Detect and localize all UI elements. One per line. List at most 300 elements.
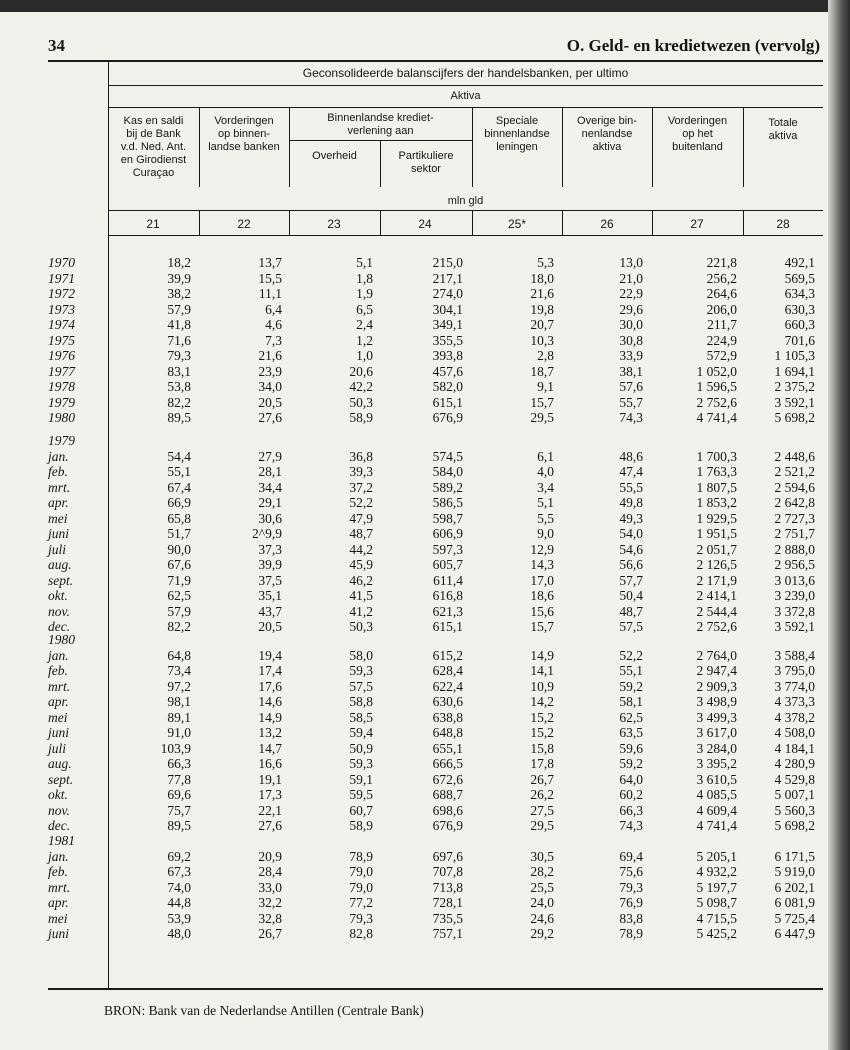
table-cell: 676,9 [432, 410, 463, 425]
table-cell: 605,7 [432, 557, 463, 572]
value-column-23 [349, 449, 373, 635]
table-cell: 5 007,1 [774, 787, 815, 802]
table-cell: 19,8 [530, 301, 554, 317]
value-column-22 [258, 255, 282, 426]
table-cell: 2 752,6 [696, 619, 737, 634]
table-cell: 59,2 [619, 678, 643, 694]
table-cell: 2 126,5 [696, 557, 737, 572]
table-cell: 224,9 [706, 332, 737, 348]
table-cell: 41,2 [349, 603, 373, 619]
table-cell: 4 741,4 [696, 410, 737, 425]
row-period: aug. [48, 557, 72, 572]
table-cell: 2 521,2 [774, 464, 815, 479]
table-cell: 77,8 [167, 771, 191, 787]
table-cell: 14,9 [530, 647, 554, 663]
table-cell: 666,5 [432, 756, 463, 771]
table-cell: 55,1 [167, 464, 191, 479]
table-cell: 10,3 [530, 332, 554, 348]
value-column-28 [775, 849, 816, 942]
row-period: sept. [48, 572, 74, 588]
table-cell: 18,2 [167, 255, 191, 270]
table-cell: 20,9 [258, 848, 282, 864]
table-cell: 25,5 [530, 879, 554, 895]
period-group [48, 433, 75, 635]
table-cell: 1 929,5 [696, 510, 737, 526]
table-cell: 41,5 [349, 588, 373, 603]
table-cell: 64,0 [619, 771, 643, 787]
row-period: 1971 [48, 270, 75, 286]
table-cell: 3 795,0 [774, 663, 815, 678]
row-period: okt. [48, 787, 68, 802]
table-cell: 15,7 [530, 394, 554, 410]
table-cell: 274,0 [432, 286, 463, 301]
table-cell: 3 774,0 [774, 678, 815, 694]
row-period: mrt. [48, 678, 71, 694]
table-cell: 14,2 [530, 694, 554, 709]
table-cell: 33,0 [258, 879, 282, 895]
row-period: 1977 [48, 363, 75, 379]
row-period: juni [48, 526, 70, 541]
table-cell: 59,6 [619, 740, 643, 756]
table-cell: 707,8 [432, 864, 463, 879]
table-cell: 14,1 [530, 663, 554, 678]
table-cell: 22,1 [258, 802, 282, 818]
table-cell: 13,7 [258, 255, 282, 270]
table-cell: 1 853,2 [696, 495, 737, 510]
table-cell: 206,0 [706, 301, 737, 317]
source-note: BRON: Bank van de Nederlandse Antillen (Centrale Bank) [104, 1003, 424, 1018]
table-cell: 28,4 [258, 864, 282, 879]
value-column-22 [258, 648, 282, 834]
table-cell: 6,4 [265, 301, 282, 317]
table-cell: 19,1 [258, 771, 282, 787]
table-cell: 38,1 [619, 363, 643, 379]
row-period: aug. [48, 756, 72, 771]
table-cell: 5 698,2 [774, 410, 815, 425]
colnum-24: 24 [418, 217, 432, 231]
table-cell: 17,4 [258, 663, 282, 678]
table-cell: 29,1 [258, 495, 282, 510]
table-cell: 20,5 [258, 619, 282, 634]
row-period: feb. [48, 864, 68, 879]
table-cell: 2 448,6 [774, 448, 815, 464]
value-column-26 [619, 449, 643, 635]
table-cell: 4 280,9 [774, 756, 815, 771]
table-cell: 688,7 [432, 787, 463, 802]
table-cell: 89,1 [167, 709, 191, 725]
table-cell: 27,5 [530, 802, 554, 818]
table-cell: 21,0 [619, 270, 643, 286]
table-cell: 59,5 [349, 787, 373, 802]
row-period: jan. [48, 848, 69, 864]
table-cell: 2 544,4 [696, 603, 737, 619]
table-cell: 256,2 [706, 270, 737, 286]
table-cell: 74,3 [619, 410, 643, 425]
table-cell: 58,9 [349, 410, 373, 425]
table-cell: 676,9 [432, 818, 463, 833]
table-cell: 29,5 [530, 410, 554, 425]
table-cell: 69,6 [167, 787, 191, 802]
table-cell: 30,0 [619, 317, 643, 332]
table-cell: 38,2 [167, 286, 191, 301]
table-cell: 6,5 [356, 301, 373, 317]
table-cell: 2 947,4 [696, 663, 737, 678]
table-cell: 638,8 [432, 709, 463, 725]
table-cell: 50,3 [349, 619, 373, 634]
period-group [48, 255, 75, 426]
table-cell: 79,3 [349, 910, 373, 926]
value-column-24 [433, 648, 463, 834]
table-cell: 47,4 [619, 464, 643, 479]
table-cell: 18,0 [530, 270, 554, 286]
table-cell: 15,6 [530, 603, 554, 619]
row-period: nov. [48, 802, 70, 818]
table-cell: 2 051,7 [696, 541, 737, 557]
table-cell: 67,3 [167, 864, 191, 879]
table-cell: 697,6 [432, 848, 463, 864]
table-cell: 15,2 [530, 709, 554, 725]
table-cell: 67,4 [167, 479, 191, 495]
table-cell: 3 498,9 [696, 694, 737, 709]
table-cell: 43,7 [258, 603, 282, 619]
section-label: Aktiva [450, 90, 481, 102]
table-cell: 3 013,6 [774, 572, 815, 588]
table-cell: 698,6 [432, 802, 463, 818]
value-column-25 [530, 849, 554, 942]
table-cell: 215,0 [432, 255, 463, 270]
value-column-28 [775, 648, 816, 834]
table-cell: 10,9 [530, 678, 554, 694]
table-cell: 457,6 [432, 363, 463, 379]
table-cell: 9,0 [537, 526, 554, 541]
table-cell: 6 202,1 [774, 879, 815, 895]
table-cell: 53,9 [167, 910, 191, 926]
table-cell: 30,8 [619, 332, 643, 348]
table-cell: 5,5 [537, 510, 554, 526]
col-header-21: Kas en saldi bij de Bank v.d. Ned. Ant. en Girodienst Curaçao [120, 115, 187, 179]
col-header-25: Speciale binnenlandse leningen [484, 115, 550, 153]
rule-top [48, 60, 823, 62]
table-cell: 58,0 [349, 647, 373, 663]
row-period: 1976 [48, 348, 75, 363]
table-cell: 76,9 [619, 895, 643, 910]
table-cell: 2 414,1 [696, 588, 737, 603]
table-cell: 2 888,0 [774, 541, 815, 557]
table-cell: 17,3 [258, 787, 282, 802]
table-cell: 1 596,5 [696, 379, 737, 394]
table-cell: 630,3 [784, 301, 815, 317]
table-cell: 582,0 [432, 379, 463, 394]
col-header-26: Overige bin- nenlandse aktiva [577, 115, 637, 153]
value-column-24 [433, 849, 463, 942]
row-period: mrt. [48, 479, 71, 495]
table-cell: 630,6 [432, 694, 463, 709]
table-cell: 4,0 [537, 464, 554, 479]
table-cell: 304,1 [432, 301, 463, 317]
row-period: dec. [48, 619, 71, 634]
table-cell: 17,8 [530, 756, 554, 771]
table-cell: 62,5 [619, 709, 643, 725]
table-cell: 57,5 [349, 678, 373, 694]
value-column-22 [252, 449, 282, 635]
value-column-27 [697, 648, 738, 834]
table-cell: 83,1 [167, 363, 191, 379]
table-cell: 611,4 [433, 572, 463, 588]
table-cell: 71,6 [167, 332, 191, 348]
table-cell: 59,4 [349, 725, 373, 740]
table-cell: 65,8 [167, 510, 191, 526]
row-period: 1973 [48, 301, 75, 317]
table-cell: 14,3 [530, 557, 554, 572]
table-cell: 53,8 [167, 379, 191, 394]
table-cell: 37,3 [258, 541, 282, 557]
table-cell: 98,1 [167, 694, 191, 709]
table-cell: 615,2 [432, 647, 463, 663]
row-period: mei [48, 510, 68, 526]
table-cell: 19,4 [258, 647, 282, 663]
table-cell: 63,5 [619, 725, 643, 740]
table-cell: 79,3 [167, 348, 191, 363]
table-cell: 57,9 [167, 603, 191, 619]
table-cell: 622,4 [432, 678, 463, 694]
table-cell: 9,1 [537, 379, 554, 394]
row-period: 1980 [48, 410, 75, 425]
table-cell: 4,6 [265, 317, 282, 332]
table-cell: 5,1 [356, 255, 373, 270]
colnum-22: 22 [237, 217, 251, 231]
table-cell: 34,0 [258, 379, 282, 394]
table-cell: 3 592,1 [774, 394, 815, 410]
table-cell: 4 184,1 [774, 740, 815, 756]
table-cell: 89,5 [167, 410, 191, 425]
value-column-27 [697, 449, 738, 635]
row-period: dec. [48, 818, 71, 833]
table-cell: 89,5 [167, 818, 191, 833]
table-cell: 45,9 [349, 557, 373, 572]
table-cell: 14,6 [258, 694, 282, 709]
table-cell: 12,9 [530, 541, 554, 557]
value-column-21 [167, 449, 191, 635]
table-cell: 3 499,3 [696, 709, 737, 725]
value-column-25 [530, 255, 554, 426]
table-cell: 5,3 [537, 255, 554, 270]
value-column-24 [433, 255, 463, 426]
table-cell: 62,5 [167, 588, 191, 603]
table-cell: 211,7 [707, 317, 737, 332]
table-cell: 77,2 [349, 895, 373, 910]
table-cell: 20,6 [349, 363, 373, 379]
table-cell: 66,9 [167, 495, 191, 510]
value-column-26 [619, 255, 643, 426]
table-cell: 60,7 [349, 802, 373, 818]
table-cell: 39,9 [167, 270, 191, 286]
row-period: mrt. [48, 879, 71, 895]
table-cell: 58,8 [349, 694, 373, 709]
table-cell: 48,7 [619, 603, 643, 619]
table-cell: 37,5 [258, 572, 282, 588]
table-cell: 24,0 [530, 895, 554, 910]
table-cell: 26,2 [530, 787, 554, 802]
rule-above-colnums [108, 210, 823, 211]
period-group [48, 632, 75, 834]
table-cell: 27,6 [258, 410, 282, 425]
table-cell: 55,7 [619, 394, 643, 410]
table-cell: 82,2 [167, 619, 191, 634]
table-cell: 1 105,3 [774, 348, 815, 363]
table-cell: 713,8 [432, 879, 463, 895]
col-header-28: Totale aktiva [768, 117, 798, 142]
table-cell: 30,6 [258, 510, 282, 526]
table-cell: 15,7 [530, 619, 554, 634]
table-cell: 74,0 [167, 879, 191, 895]
row-period: apr. [48, 895, 69, 910]
table-cell: 17,6 [258, 678, 282, 694]
table-cell: 13,2 [258, 725, 282, 740]
table-cell: 3 395,2 [696, 756, 737, 771]
table-cell: 3 610,5 [696, 771, 737, 787]
row-period: 1979 [48, 394, 75, 410]
table-cell: 39,3 [349, 464, 373, 479]
table-cell: 5 205,1 [696, 848, 737, 864]
row-period: jan. [48, 448, 69, 464]
row-period: okt. [48, 588, 68, 603]
table-cell: 79,0 [349, 864, 373, 879]
row-period: 1978 [48, 379, 75, 394]
table-cell: 37,2 [349, 479, 373, 495]
table-cell: 1,8 [356, 270, 373, 286]
table-cell: 59,2 [619, 756, 643, 771]
value-column-23 [349, 648, 373, 834]
table-cell: 606,9 [432, 526, 463, 541]
table-cell: 42,2 [349, 379, 373, 394]
table-cell: 28,1 [258, 464, 282, 479]
table-cell: 75,7 [167, 802, 191, 818]
table-cell: 2 751,7 [774, 526, 815, 541]
table-cell: 21,6 [258, 348, 282, 363]
table-cell: 83,8 [619, 910, 643, 926]
table-cell: 3 239,0 [774, 588, 815, 603]
value-column-27 [697, 255, 738, 426]
table-cell: 58,9 [349, 818, 373, 833]
table-cell: 5 425,2 [696, 926, 737, 941]
value-column-26 [619, 849, 643, 942]
value-column-21 [161, 648, 191, 834]
table-cell: 4 741,4 [696, 818, 737, 833]
value-column-23 [349, 849, 373, 942]
table-cell: 6,1 [537, 448, 554, 464]
table-cell: 64,8 [167, 647, 191, 663]
period-group [48, 833, 75, 942]
row-period: mei [48, 910, 68, 926]
table-cell: 1 763,3 [696, 464, 737, 479]
colnum-26: 26 [600, 217, 614, 231]
table-cell: 2 909,3 [696, 678, 737, 694]
table-cell: 18,6 [530, 588, 554, 603]
value-column-21 [167, 255, 191, 426]
table-cell: 29,6 [619, 301, 643, 317]
table-cell: 3 617,0 [696, 725, 737, 740]
table-cell: 5 098,7 [696, 895, 737, 910]
table-cell: 2 375,2 [774, 379, 815, 394]
table-cell: 5 560,3 [774, 802, 815, 818]
value-column-21 [167, 849, 191, 942]
row-period: juli [48, 541, 67, 557]
table-cell: 57,9 [167, 301, 191, 317]
table-cell: 2 764,0 [696, 647, 737, 663]
col-header-24: Partikuliere sektor [398, 150, 454, 175]
table-cell: 48,0 [167, 926, 191, 941]
table-cell: 41,8 [167, 317, 191, 332]
table-cell: 597,3 [432, 541, 463, 557]
table-cell: 67,6 [167, 557, 191, 572]
table-cell: 3 592,1 [774, 619, 815, 634]
table-cell: 221,8 [706, 255, 737, 270]
table-cell: 14,7 [258, 740, 282, 756]
table-cell: 39,9 [258, 557, 282, 572]
col-header-22: Vorderingen op binnen- landse banken [208, 115, 280, 153]
table-cell: 648,8 [432, 725, 463, 740]
table-cell: 572,9 [706, 348, 737, 363]
table-cell: 728,1 [432, 895, 463, 910]
table-cell: 60,2 [619, 787, 643, 802]
table-cell: 5 725,4 [774, 910, 815, 926]
table-cell: 23,9 [258, 363, 282, 379]
table-cell: 3 372,8 [774, 603, 815, 619]
group-year-label: 1980 [48, 632, 75, 647]
col-header-23: Overheid [312, 150, 357, 162]
table-cell: 4 508,0 [774, 725, 815, 740]
table-cell: 91,0 [167, 725, 191, 740]
table-cell: 44,2 [349, 541, 373, 557]
group-header-binnenlandse: Binnenlandse krediet- verlening aan [327, 112, 434, 137]
table-cell: 69,2 [167, 848, 191, 864]
table-cell: 615,1 [432, 394, 463, 410]
table-cell: 2 642,8 [774, 495, 815, 510]
table-cell: 82,2 [167, 394, 191, 410]
row-period: sept. [48, 771, 74, 787]
table-cell: 33,9 [619, 348, 643, 363]
value-column-22 [258, 849, 282, 942]
table-cell: 47,9 [349, 510, 373, 526]
table-cell: 75,6 [619, 864, 643, 879]
table-cell: 27,6 [258, 818, 282, 833]
table-cell: 655,1 [432, 740, 463, 756]
table-cell: 5 197,7 [696, 879, 737, 895]
table-cell: 59,3 [349, 663, 373, 678]
table-cell: 34,4 [258, 479, 282, 495]
table-cell: 660,3 [784, 317, 815, 332]
table-cell: 621,3 [432, 603, 463, 619]
table-cell: 2 956,5 [774, 557, 815, 572]
table-cell: 1,2 [356, 332, 373, 348]
table-cell: 1 951,5 [696, 526, 737, 541]
table-cell: 492,1 [784, 255, 815, 270]
table-cell: 4 932,2 [696, 864, 737, 879]
table-cell: 54,6 [619, 541, 643, 557]
table-cell: 11,1 [258, 286, 282, 301]
row-period: 1972 [48, 286, 75, 301]
table-cell: 4 085,5 [696, 787, 737, 802]
table-cell: 16,6 [258, 756, 282, 771]
table-cell: 24,6 [530, 910, 554, 926]
unit-label: mln gld [447, 195, 484, 207]
value-column-28 [775, 255, 816, 426]
table-cell: 57,6 [619, 379, 643, 394]
table-cell: 58,5 [349, 709, 373, 725]
col-header-27: Vorderingen op het buitenland [667, 115, 728, 153]
table-cell: 735,5 [432, 910, 463, 926]
table-cell: 18,7 [530, 363, 554, 379]
